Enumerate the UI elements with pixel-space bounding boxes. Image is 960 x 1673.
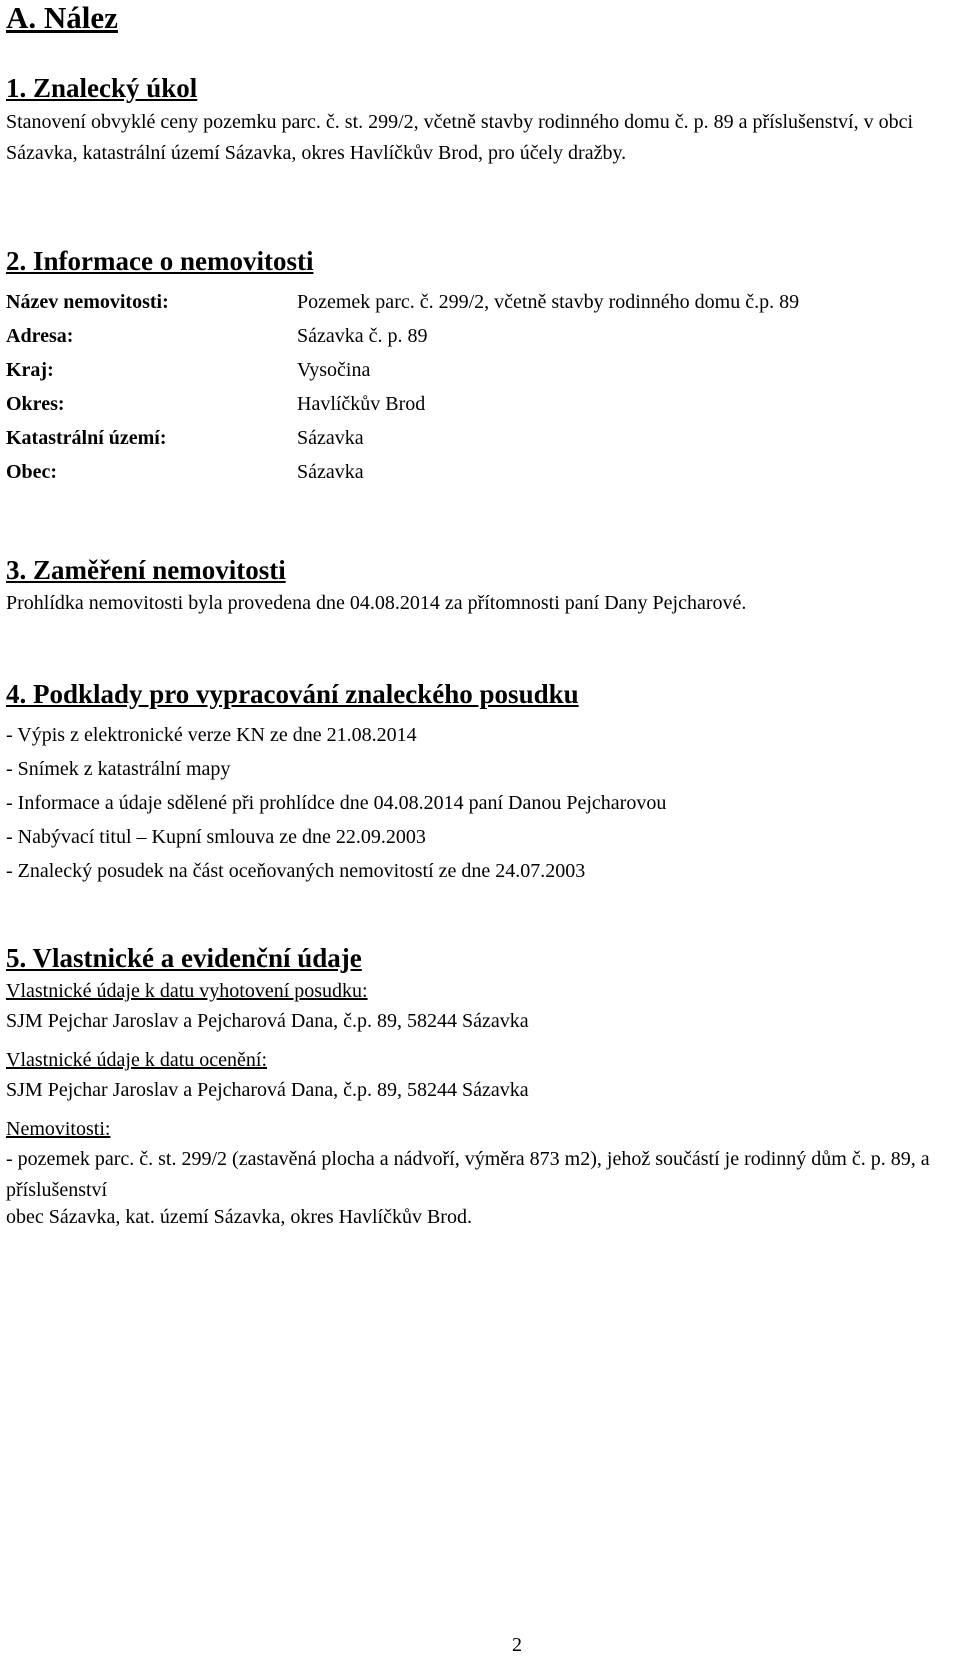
info-value: Sázavka	[297, 461, 364, 483]
owners-at-valuation-value: SJM Pejchar Jaroslav a Pejcharová Dana, č.p. 89, 58244 Sázavka	[6, 1079, 529, 1101]
owners-at-report-label: Vlastnické údaje k datu vyhotovení posudku:	[6, 980, 368, 1002]
info-row-district	[6, 388, 946, 420]
list-item: - Informace a údaje sdělené při prohlídce dne 04.08.2014 paní Danou Pejcharovou	[6, 792, 667, 814]
info-value: Havlíčkův Brod	[297, 393, 426, 415]
info-label: Název nemovitosti:	[6, 291, 169, 313]
section-5-heading: 5. Vlastnické a evidenční údaje	[6, 943, 362, 973]
info-label: Obec:	[6, 461, 58, 483]
list-item: - Znalecký posudek na část oceňovaných nemovitostí ze dne 24.07.2003	[6, 860, 586, 882]
list-item: - Výpis z elektronické verze KN ze dne 21.08.2014	[6, 724, 417, 746]
section-2-heading: 2. Informace o nemovitosti	[6, 246, 314, 276]
info-row-cadastral-area	[6, 422, 946, 454]
properties-location: obec Sázavka, kat. území Sázavka, okres Havlíčkův Brod.	[6, 1206, 472, 1228]
owners-at-valuation-label: Vlastnické údaje k datu ocenění:	[6, 1049, 268, 1071]
section-3-text: Prohlídka nemovitosti byla provedena dne 04.08.2014 za přítomnosti paní Dany Pejcharové.	[6, 592, 747, 614]
info-label: Adresa:	[6, 325, 74, 347]
info-value: Sázavka č. p. 89	[297, 325, 428, 347]
page-number: 2	[512, 1634, 522, 1656]
info-label: Okres:	[6, 393, 65, 415]
document-title: A. Nález	[6, 0, 118, 35]
section-3-heading: 3. Zaměření nemovitosti	[6, 555, 286, 585]
properties-text: - pozemek parc. č. st. 299/2 (zastavěná plocha a nádvoří, výměra 873 m2), jehož součástí je rodinný dům č. p. 89, a příslušenství	[6, 1148, 930, 1201]
info-row-municipality	[6, 456, 946, 488]
section-1-text: Stanovení obvyklé ceny pozemku parc. č. st. 299/2, včetně stavby rodinného domu č. p. 89 a příslušenství, v obci Sázavka, katastrální území Sázavka, okres Havlíčkův Brod, pro účely dražby.	[6, 111, 914, 164]
info-row-property-name	[6, 286, 946, 318]
info-value: Vysočina	[297, 359, 371, 381]
info-row-region	[6, 354, 946, 386]
owners-at-report-value: SJM Pejchar Jaroslav a Pejcharová Dana, č.p. 89, 58244 Sázavka	[6, 1010, 529, 1032]
list-item: - Nabývací titul – Kupní smlouva ze dne 22.09.2003	[6, 826, 426, 848]
section-4-heading: 4. Podklady pro vypracování znaleckého posudku	[6, 679, 579, 709]
list-item: - Snímek z katastrální mapy	[6, 758, 231, 780]
info-label: Kraj:	[6, 359, 54, 381]
info-value: Sázavka	[297, 427, 364, 449]
info-row-address	[6, 320, 946, 352]
info-label: Katastrální území:	[6, 427, 167, 449]
section-1-heading: 1. Znalecký úkol	[6, 73, 198, 103]
info-value: Pozemek parc. č. 299/2, včetně stavby rodinného domu č.p. 89	[297, 291, 800, 313]
properties-label: Nemovitosti:	[6, 1118, 111, 1140]
